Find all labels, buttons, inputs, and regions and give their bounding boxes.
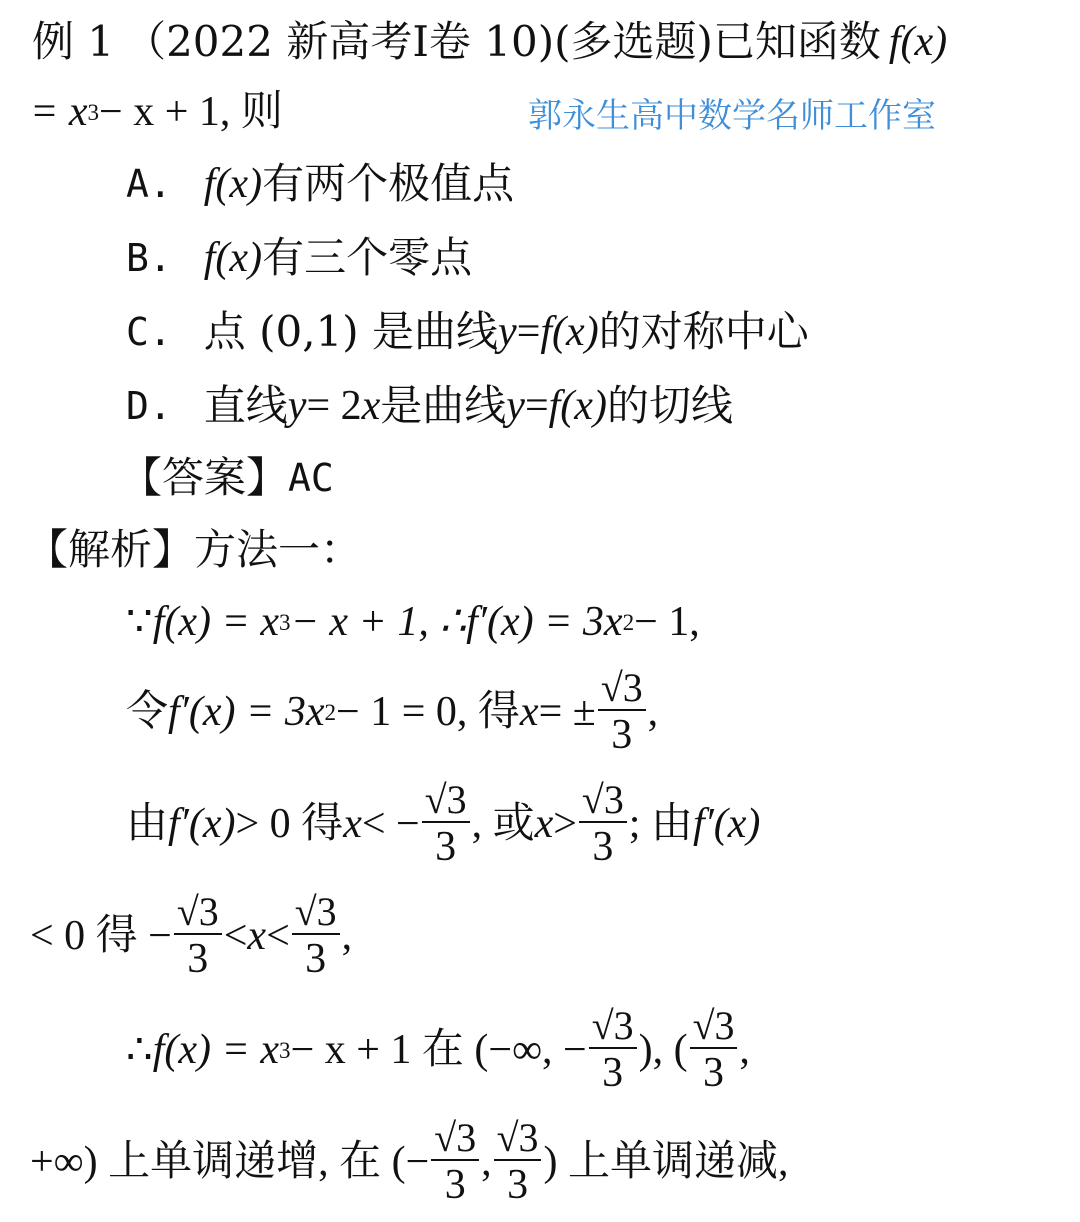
math-text: x [247,913,267,959]
fraction-denominator: 3 [444,1162,466,1209]
math-text: , [481,1139,492,1185]
option-text: 直线 [203,381,288,430]
math-text: x [534,801,554,847]
math-text: f′(x) [168,801,236,847]
math-text: − x + 1, ∴ [290,599,467,645]
math-text: − 1 = 0, 得 [336,689,520,735]
option-math: y [506,383,525,429]
fraction-denominator: 3 [611,712,633,759]
option-text: 点 (0,1) 是曲线 [203,307,499,356]
option-math: f(x) [548,383,607,429]
math-text: x [343,801,362,847]
fraction-numerator: √3 [579,779,627,824]
math-text: > [553,801,577,847]
math-text: < [266,913,290,959]
analysis-line-4 [30,876,352,996]
option-text: 有两个极值点 [262,159,515,208]
math-text: f′(x) = 3x [168,689,325,735]
fraction-denominator: 3 [592,824,614,871]
function-expression-b: − x + 1, 则 [99,89,283,135]
fraction-numerator: √3 [174,891,222,936]
problem-source: （2022 新高考Ⅰ卷 10)(多选题)已知函数 [124,17,881,66]
math-text: < 0 得 − [30,913,172,959]
problem-header-line-2: = x 3 − x + 1, 则 [30,89,283,135]
fraction-denominator: 3 [703,1050,724,1097]
math-text: − 1, [634,599,700,645]
answer-label: 【答案】 [120,453,289,502]
fraction-numerator: √3 [598,667,646,712]
fraction-denominator: 3 [435,824,457,871]
option-text: 的对称中心 [598,307,809,356]
answer-value: AC [288,456,334,500]
analysis-line-2: 令 f′(x) = 3x 2 − 1 = 0, 得 x = ± $\frac{√3}{3}$ , [126,664,659,759]
fraction-numerator: √3 [690,1005,738,1050]
math-text: > 0 得 [235,801,344,847]
option-letter: B. [126,236,172,280]
fraction-sqrt3-over-3 [292,888,340,983]
option-math: y [498,309,517,355]
function-name: f(x) [888,19,948,65]
option-fx: f(x) [203,161,263,207]
math-text: 由 [126,801,169,847]
math-text: f′(x) = 3x [466,599,623,645]
analysis-line-3 [126,764,760,884]
math-text: , 或 [471,801,535,847]
watermark-text: 郭永生高中数学名师工作室 [528,96,936,136]
option-fx: f(x) [203,235,263,281]
fraction-sqrt3-over-3 [494,1114,542,1209]
math-text: , [647,689,659,735]
fraction-numerator: √3 [422,779,470,824]
math-text: f(x) = x [152,1027,280,1073]
option-math: = [516,309,541,355]
math-text: ), ( [638,1027,688,1073]
math-text: < [223,913,248,959]
option-math: y [287,383,307,429]
fraction-denominator: 3 [305,936,327,983]
fraction-sqrt3-over-3 [598,664,646,759]
option-text: 有三个零点 [262,233,473,282]
fraction-sqrt3-over-3 [579,776,627,871]
math-text: ∴ [126,1027,153,1073]
analysis-line-1: ∵ f(x) = x 3 − x + 1, ∴ f′(x) = 3x 2 − 1, [126,599,700,645]
math-text: x [519,689,539,735]
math-text: , [341,913,353,959]
option-math: x [361,383,381,429]
analysis-line-6 [30,1102,788,1222]
fraction-numerator: √3 [589,1005,637,1050]
math-text: f(x) = x [152,599,280,645]
fraction-numerator: √3 [292,891,340,936]
example-label: 例 1 [32,17,115,66]
math-text: ∵ [126,599,153,645]
math-text: − x + 1 在 (−∞, − [290,1027,587,1073]
option-text: 的切线 [606,381,733,430]
fraction-sqrt3-over-3 [589,1002,637,1097]
analysis-title: 【解析】方法一： [26,525,363,574]
math-text: , [739,1027,750,1073]
analysis-line-5: ∴ f(x) = x 3 − x + 1 在 (−∞, − $\frac{√3}{3}$ ), ( $\frac{√3}{3}$ , [126,1002,750,1097]
fraction-denominator: 3 [187,936,209,983]
math-text: 令 [126,689,169,735]
fraction-numerator: √3 [431,1117,479,1162]
fraction-denominator: 3 [602,1050,624,1097]
fraction-sqrt3-over-3 [690,1002,738,1097]
option-letter: A. [126,162,172,206]
fraction-sqrt3-over-3 [422,776,470,871]
fraction-sqrt3-over-3 [174,888,222,983]
option-text: 是曲线 [380,381,507,430]
fraction-numerator: √3 [494,1117,542,1162]
math-text: < − [361,801,420,847]
option-letter: C. [126,310,172,354]
option-letter: D. [126,384,172,428]
math-text: +∞) 上单调递增, 在 (− [30,1139,430,1185]
math-text: ) 上单调递减, [543,1139,789,1185]
math-text: = ± [538,689,596,735]
option-math: f(x) [540,309,599,355]
fraction-sqrt3-over-3 [431,1114,479,1209]
option-math: = [524,383,549,429]
math-text: ; 由 [628,801,693,847]
fraction-denominator: 3 [507,1162,529,1209]
math-text: f′(x) [692,801,761,847]
function-expression-a: = x [30,89,88,135]
option-math: = 2 [306,383,362,429]
